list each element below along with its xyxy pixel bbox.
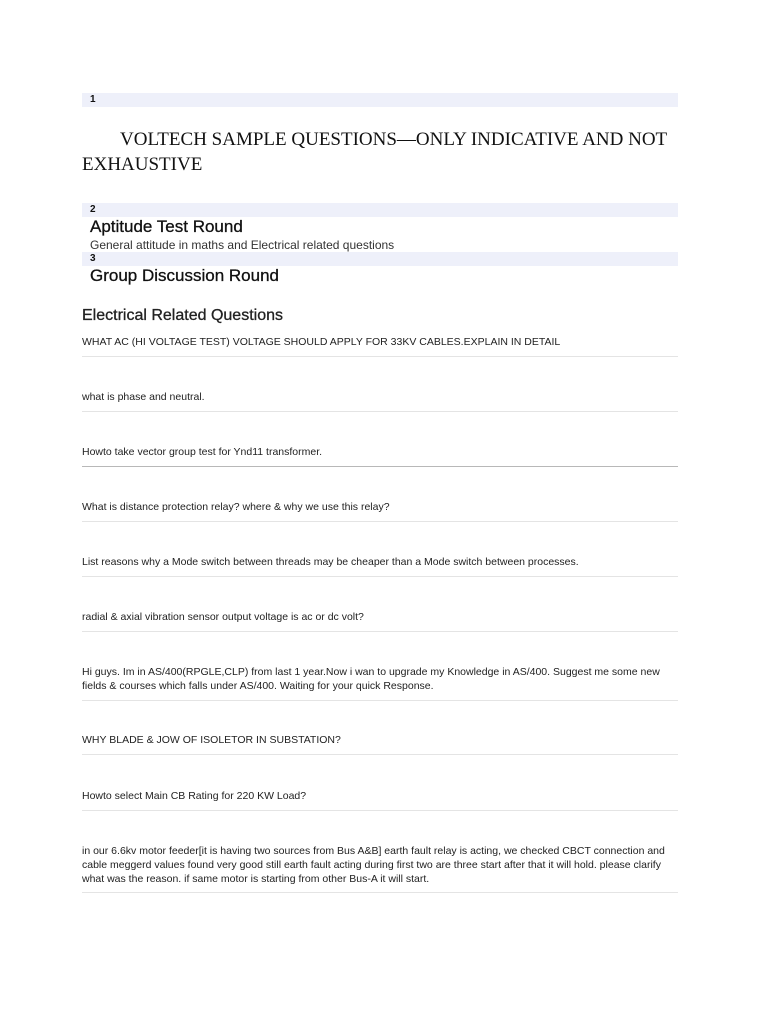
divider	[82, 700, 678, 701]
page-title: VOLTECH SAMPLE QUESTIONS—ONLY INDICATIVE AND NOT EXHAUSTIVE	[82, 129, 667, 175]
question-item: Howto select Main CB Rating for 220 KW Load?	[82, 790, 307, 802]
section-number: 3	[90, 253, 96, 264]
section-heading-group-discussion: Group Discussion Round	[90, 266, 279, 285]
question-item: radial & axial vibration sensor output voltage is ac or dc volt?	[82, 611, 364, 623]
question-item: what is phase and neutral.	[82, 391, 205, 403]
divider	[82, 892, 678, 893]
question-item: What is distance protection relay? where & why we use this relay?	[82, 501, 390, 513]
divider	[82, 631, 678, 632]
question-item: in our 6.6kv motor feeder[it is having two sources from Bus A&B] earth fault relay is acting, we checked CBCT connection and cable meggerd values found very good still earth fault acting during first two are three start after that it will hold. please clarify what was the reason. if same motor is starting from other Bus-A it will start.	[82, 845, 665, 885]
divider	[82, 810, 678, 811]
question-item: Howto take vector group test for Ynd11 transformer.	[82, 446, 323, 458]
divider	[82, 411, 678, 412]
section-heading-aptitude: Aptitude Test Round	[90, 217, 243, 236]
electrical-questions-heading: Electrical Related Questions	[82, 307, 283, 324]
section-number: 1	[90, 94, 96, 105]
divider	[82, 466, 678, 467]
divider	[82, 356, 678, 357]
section-description-aptitude: General attitude in maths and Electrical related questions	[90, 238, 395, 252]
question-item: List reasons why a Mode switch between threads may be cheaper than a Mode switch between processes.	[82, 556, 579, 568]
section-number-bar	[82, 93, 678, 107]
divider	[82, 521, 678, 522]
divider	[82, 754, 678, 755]
question-item: WHY BLADE & JOW OF ISOLETOR IN SUBSTATION?	[82, 734, 341, 746]
section-number: 2	[90, 204, 96, 215]
question-item: Hi guys. Im in AS/400(RPGLE,CLP) from last 1 year.Now i wan to upgrade my Knowledge in AS/400. Suggest me some new fields & courses which falls under AS/400. Waiting for your quick Response.	[82, 666, 660, 692]
question-item: WHAT AC (HI VOLTAGE TEST) VOLTAGE SHOULD APPLY FOR 33KV CABLES.EXPLAIN IN DETAIL	[82, 336, 561, 348]
section-number-bar	[82, 203, 678, 217]
divider	[82, 576, 678, 577]
section-number-bar	[82, 252, 678, 266]
